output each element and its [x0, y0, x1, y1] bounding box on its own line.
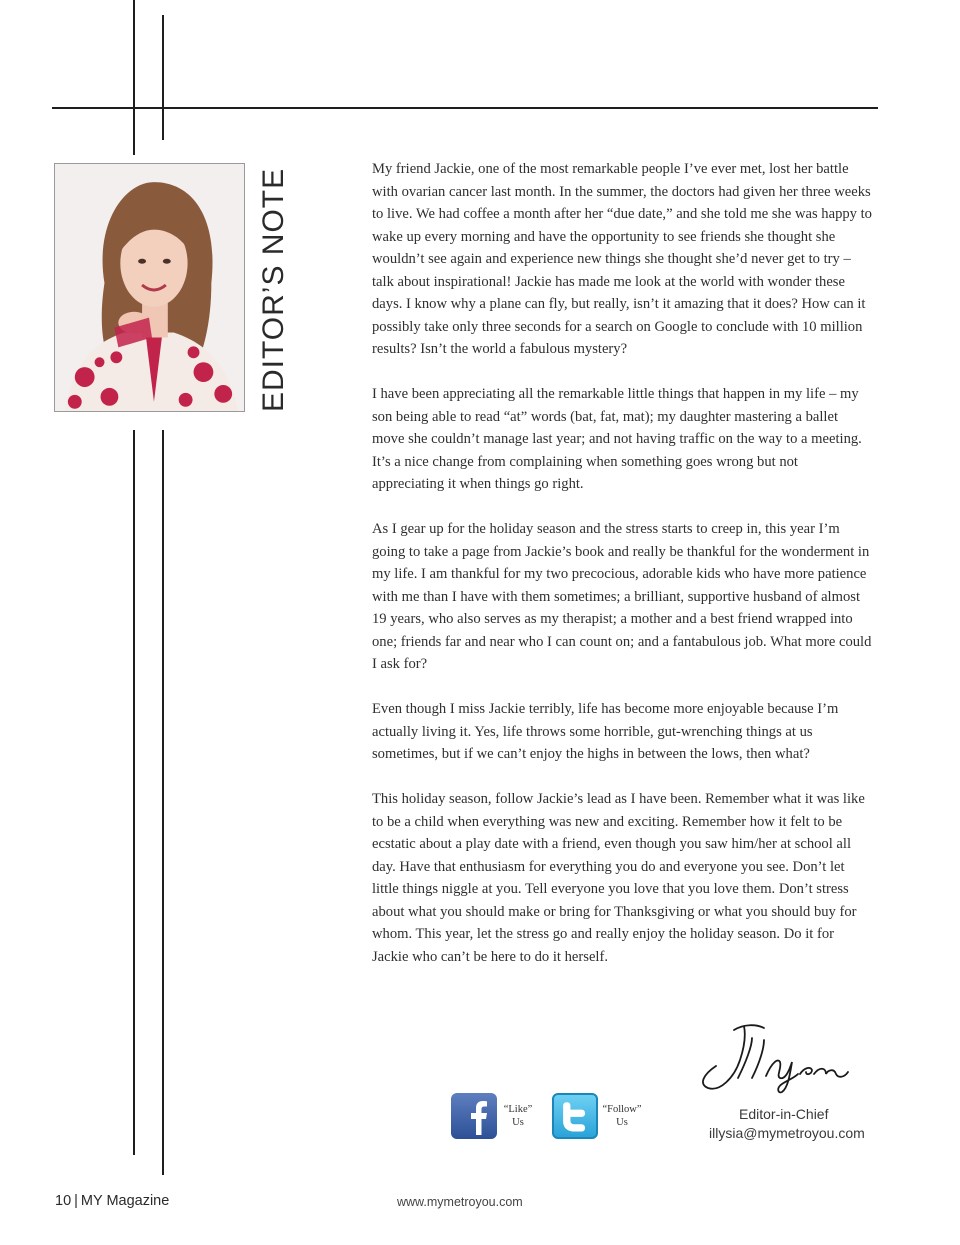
twitter-icon[interactable] — [552, 1093, 598, 1139]
publication-name: MY Magazine — [80, 1193, 170, 1209]
article-paragraph: Even though I miss Jackie terribly, life has become more enjoyable because I’m actually living it. Yes, life throws some horrible, gut-wrenching things at us sometimes, but if we can’t enjoy the highs in between the lows, then what? — [372, 701, 839, 762]
editor-portrait-photo — [54, 163, 245, 412]
footer-separator: | — [74, 1193, 78, 1209]
section-title: EDITOR’S NOTE — [257, 167, 290, 412]
article-paragraph: I have been appreciating all the remarkable little things that happen in my life – my son being able to read “at” words (bat, fat, mat); my daughter mastering a ballet move she couldn’t manage last year; and not having traffic on the way to a meeting. It’s a nice change from complaining when something goes wrong but not appreciating it when things go right. — [372, 386, 862, 492]
portrait-photo — [55, 164, 244, 411]
vertical-rule-left-lower — [133, 430, 135, 1155]
twitter-caption: “Follow” Us — [602, 1104, 642, 1128]
vertical-rule-right-lower — [162, 430, 164, 1175]
signer-role: Editor-in-Chief — [739, 1106, 829, 1122]
editors-note-article — [372, 158, 872, 991]
vertical-rule-right — [162, 15, 164, 140]
vertical-rule-left — [133, 0, 135, 155]
facebook-icon[interactable] — [451, 1093, 497, 1139]
editor-signature — [694, 1018, 854, 1098]
article-paragraph: My friend Jackie, one of the most remarkable people I’ve ever met, lost her battle with ovarian cancer last month. In the summer, the doctors had given her three weeks to live. We had coffee a month after her “due date,” and she told me she was happy to wake up every morning and have the opportunity to see friends she thought she wouldn’t see again and experience new things she thought she’d never get to try – talk about inspirational! Jackie has made me look at the world with wonder these days. I know why a plane can fly, but really, isn’t it amazing that it does? How can it possibly take only three seconds for a search on Google to conclude with 10 million results? Isn’t the world a fabulous mystery? — [372, 161, 872, 357]
page-footer-left — [55, 1193, 169, 1209]
facebook-caption: “Like” Us — [503, 1104, 533, 1128]
article-paragraph: As I gear up for the holiday season and the stress starts to creep in, this year I’m going to take a page from Jackie’s book and really be thankful for the wonderment in my life. I am thankful for my two precocious, adorable kids who have more patience with me than I have with them sometimes; a brilliant, supportive husband of almost 19 years, who also serves as my therapist; a mother and a best friend wrapped into one; friends far and near who I can count on; and a fantabulous job. What more could I ask for? — [372, 521, 872, 672]
signer-email-link[interactable]: illysia@mymetroyou.com — [709, 1125, 865, 1141]
website-link[interactable]: www.mymetroyou.com — [397, 1195, 523, 1209]
article-paragraph: This holiday season, follow Jackie’s lead as I have been. Remember what it was like to be a child when everything was new and exciting. Remember how it felt to be ecstatic about a play date with a friend, even though you saw him/her at school all day. Have that enthusiasm for everything you do and everyone you see. Don’t let little things niggle at you. Tell everyone you love that you love them. Don’t stress about what you should make or bring for Thanksgiving or what you should buy for whom. This year, let the stress go and really enjoy the holiday season. Do it for Jackie who can’t be here to do it herself. — [372, 791, 865, 965]
page-number: 10 — [55, 1193, 72, 1209]
header-rule — [52, 107, 878, 109]
